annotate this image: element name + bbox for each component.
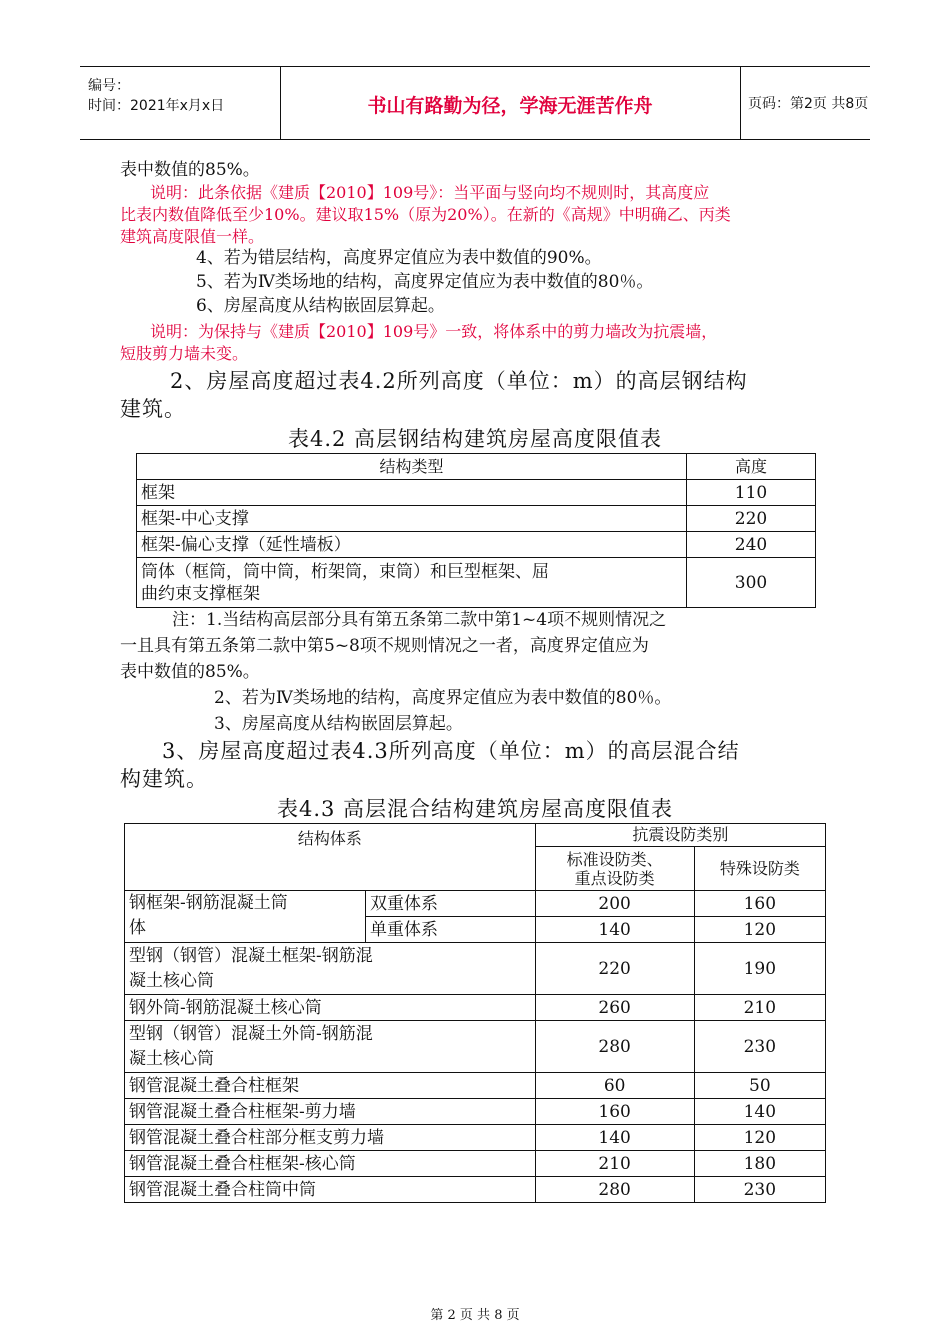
table-cell — [125, 943, 536, 995]
table-cell: 钢管混凝土叠合柱框架-剪力墙 — [125, 1099, 536, 1125]
note-text: 比表内数值降低至少10%。建议取15%（原为20%）。在新的《高规》中明确乙、丙类 — [120, 205, 731, 224]
table-cell — [137, 558, 687, 608]
header-motto: 书山有路勤为径，学海无涯苦作舟 — [367, 95, 653, 117]
cell-line: 筒体（框筒，筒中筒，桁架筒，束筒）和巨型框架、屈 — [141, 561, 549, 582]
header-page: 页码：第2页 共8页 — [748, 96, 869, 112]
table-note: 一且具有第五条第二款中第5~8项不规则情况之一者，高度界定值应为 — [120, 636, 649, 656]
table-note: 3、房屋高度从结构嵌固层算起。 — [214, 714, 463, 734]
column-header: 结构体系 — [125, 824, 536, 891]
cell-line: 钢框架-钢筋混凝土筒 — [129, 893, 288, 913]
table-cell: 280 — [535, 1177, 694, 1203]
header-line: 重点设防类 — [574, 868, 655, 888]
table-cell: 240 — [687, 532, 816, 558]
header-divider — [740, 67, 741, 139]
table-cell: 140 — [535, 917, 694, 943]
table-cell: 60 — [535, 1073, 694, 1099]
table-title: 表4.2 高层钢结构建筑房屋高度限值表 — [287, 427, 663, 451]
table-row — [125, 1125, 826, 1151]
table-row — [125, 995, 826, 1021]
height-limit-table-4-2 — [136, 453, 816, 608]
table-title: 表4.3 高层混合结构建筑房屋高度限值表 — [276, 797, 674, 821]
table-row — [125, 1073, 826, 1099]
table-cell: 300 — [687, 558, 816, 608]
table-cell: 210 — [535, 1151, 694, 1177]
table-cell: 110 — [687, 480, 816, 506]
table-cell: 140 — [535, 1125, 694, 1151]
table-note: 注：1.当结构高层部分具有第五条第二款中第1~4项不规则情况之 — [172, 610, 667, 630]
cell-line: 曲约束支撑框架 — [141, 583, 260, 604]
table-note: 2、若为Ⅳ类场地的结构，高度界定值应为表中数值的80％。 — [214, 688, 672, 708]
column-header: 高度 — [687, 454, 816, 480]
page-footer: 第 2 页 共 8 页 — [430, 1308, 520, 1323]
table-cell: 220 — [535, 943, 694, 995]
table-cell: 框架-中心支撑 — [137, 506, 687, 532]
page-header — [80, 66, 870, 140]
column-header: 特殊设防类 — [694, 847, 825, 891]
cell-line: 型钢（钢管）混凝土外筒-钢筋混 — [129, 1023, 373, 1044]
note-text: 短肢剪力墙未变。 — [120, 344, 249, 363]
table-cell: 280 — [535, 1021, 694, 1073]
table-cell: 230 — [694, 1177, 825, 1203]
table-cell: 190 — [694, 943, 825, 995]
table-cell: 钢管混凝土叠合柱部分框支剪力墙 — [125, 1125, 536, 1151]
column-header: 抗震设防类别 — [535, 824, 825, 847]
table-row — [125, 1177, 826, 1203]
cell-line: 凝土核心筒 — [129, 970, 214, 991]
note-text: 说明：为保持与《建质【2010】109号》一致，将体系中的剪力墙改为抗震墙， — [150, 322, 718, 341]
table-cell: 单重体系 — [366, 917, 536, 943]
table-cell: 双重体系 — [366, 891, 536, 917]
table-cell: 钢外筒-钢筋混凝土核心筒 — [125, 995, 536, 1021]
table-row — [125, 1151, 826, 1177]
table-cell — [125, 1021, 536, 1073]
table-row — [137, 558, 816, 608]
table-row — [125, 891, 826, 917]
section-heading: 2、房屋高度超过表4.2所列高度（单位：m）的高层钢结构 — [170, 369, 748, 393]
column-header: 结构类型 — [137, 454, 687, 480]
height-limit-table-4-3 — [124, 823, 826, 1203]
note-text: 建筑高度限值一样。 — [120, 227, 265, 246]
table-cell: 120 — [694, 917, 825, 943]
list-item: 4、若为错层结构，高度界定值应为表中数值的90%。 — [196, 248, 602, 268]
table-cell: 140 — [694, 1099, 825, 1125]
table-cell: 180 — [694, 1151, 825, 1177]
table-cell: 框架 — [137, 480, 687, 506]
table-cell: 210 — [694, 995, 825, 1021]
note-text: 说明：此条依据《建质【2010】109号》：当平面与竖向均不规则时，其高度应 — [150, 183, 710, 202]
table-cell — [125, 891, 366, 943]
table-cell: 260 — [535, 995, 694, 1021]
table-cell: 200 — [535, 891, 694, 917]
column-header — [535, 847, 694, 891]
paragraph: 表中数值的85%。 — [120, 160, 260, 180]
table-row — [125, 1099, 826, 1125]
table-cell: 框架-偏心支撑（延性墙板） — [137, 532, 687, 558]
table-cell: 120 — [694, 1125, 825, 1151]
cell-line: 体 — [129, 918, 146, 938]
list-item: 6、房屋高度从结构嵌固层算起。 — [196, 296, 445, 316]
section-heading: 3、房屋高度超过表4.3所列高度（单位：m）的高层混合结 — [162, 739, 740, 763]
cell-line: 凝土核心筒 — [129, 1048, 214, 1069]
table-cell: 钢管混凝土叠合柱框架-核心筒 — [125, 1151, 536, 1177]
section-heading: 建筑。 — [120, 397, 186, 421]
doc-number: 编号： — [88, 78, 130, 94]
table-cell: 230 — [694, 1021, 825, 1073]
table-row — [137, 532, 816, 558]
table-cell: 50 — [694, 1073, 825, 1099]
table-cell: 钢管混凝土叠合柱筒中筒 — [125, 1177, 536, 1203]
header-line: 标准设防类、 — [566, 849, 663, 869]
table-note: 表中数值的85%。 — [120, 662, 260, 682]
doc-time: 时间：2021年x月x日 — [88, 98, 225, 114]
table-row — [125, 1021, 826, 1073]
cell-line: 型钢（钢管）混凝土框架-钢筋混 — [129, 945, 373, 966]
table-cell: 160 — [535, 1099, 694, 1125]
table-cell: 钢管混凝土叠合柱框架 — [125, 1073, 536, 1099]
table-cell: 220 — [687, 506, 816, 532]
list-item: 5、若为Ⅳ类场地的结构，高度界定值应为表中数值的80％。 — [196, 272, 654, 292]
section-heading: 构建筑。 — [120, 767, 208, 791]
table-cell: 160 — [694, 891, 825, 917]
table-row — [137, 506, 816, 532]
table-row — [137, 480, 816, 506]
table-row — [125, 943, 826, 995]
